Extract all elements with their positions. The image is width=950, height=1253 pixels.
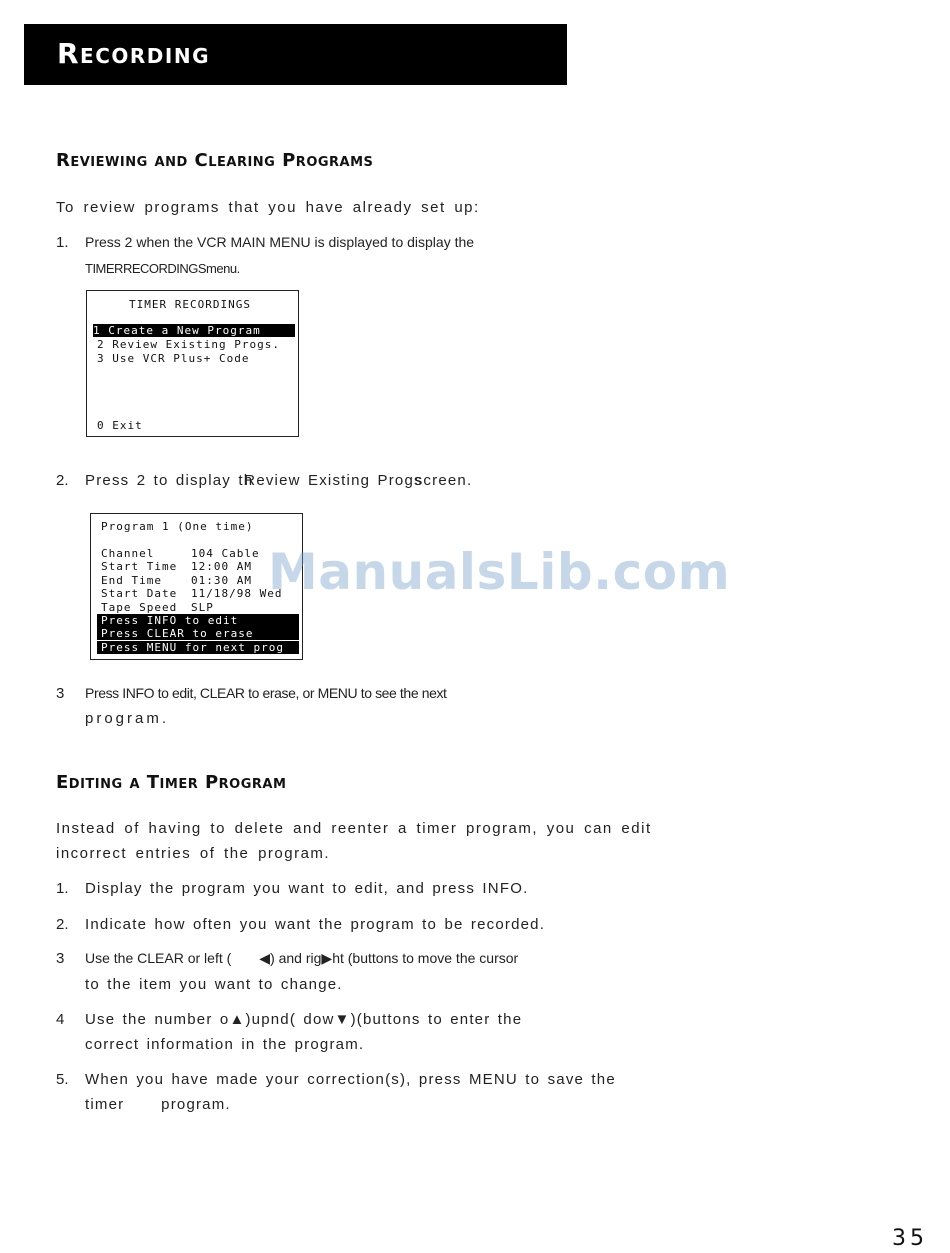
timer-recordings-screen — [86, 290, 299, 437]
chapter-banner — [24, 24, 567, 85]
edit-step-1: Display the program you want to edit, and press INFO. — [85, 880, 529, 897]
screen-title: TIMER RECORDINGS — [129, 298, 251, 311]
step-1-menu-name — [85, 256, 240, 281]
edit-step-4-text: Use the number o — [85, 1011, 230, 1028]
section2-intro-line1: Instead of having to delete and reenter a timer program, you can edit — [56, 820, 652, 837]
edit-step-3-text: Use the CLEAR or left ( — [85, 950, 232, 966]
screen-title: Program 1 (One time) — [101, 520, 254, 533]
step-number: 2. — [56, 916, 69, 933]
page-number: 35 — [892, 1226, 928, 1251]
right-arrow-icon: ▶ — [321, 950, 333, 966]
menu-item-create: 1 Create a New Program — [93, 324, 295, 337]
step-number: 5. — [56, 1071, 69, 1088]
row-label: Channel — [101, 547, 155, 560]
menu-name: TIMERRECORDINGSmenu. — [85, 261, 240, 276]
row-value: SLP — [191, 601, 214, 614]
row-value: 104 Cable — [191, 547, 260, 560]
edit-step-2: Indicate how often you want the program to be recorded. — [85, 916, 546, 933]
edit-step-4-end: )(buttons to enter the — [350, 1011, 523, 1028]
row-label: Start Date — [101, 587, 178, 600]
up-arrow-icon: ▲ — [229, 1011, 246, 1028]
section-heading-editing: Editing a Timer Program — [56, 772, 287, 793]
down-arrow-icon: ▼ — [334, 1011, 351, 1028]
row-value: 01:30 AM — [191, 574, 252, 587]
step-number: 4 — [56, 1011, 65, 1028]
edit-step-3-line1 — [85, 946, 518, 971]
prompt-next: Press MENU for next prog — [97, 641, 299, 654]
menu-item-exit: 0 Exit — [97, 419, 143, 432]
edit-step-4-line1 — [85, 1007, 522, 1032]
step-2-text — [85, 468, 472, 493]
step-2-text-before: Press 2 to display th — [85, 472, 254, 489]
screen-name: Review Existing Progs — [244, 472, 423, 489]
step-3-line1: Press INFO to edit, CLEAR to erase, or MENU to see the next — [85, 685, 447, 701]
edit-step-3-mid: ) and rig — [270, 950, 322, 966]
row-label: End Time — [101, 574, 162, 587]
row-value: 11/18/98 Wed — [191, 587, 283, 600]
prompt-edit: Press INFO to edit — [97, 614, 299, 627]
row-label: Start Time — [101, 560, 178, 573]
watermark: ManualsLib.com — [268, 543, 731, 601]
step-number: 1. — [56, 880, 69, 897]
prompt-erase: Press CLEAR to erase — [97, 627, 299, 640]
row-value: 12:00 AM — [191, 560, 252, 573]
edit-step-4-mid: )upnd( — [245, 1011, 297, 1028]
edit-step-4-line2: correct information in the program. — [85, 1036, 365, 1053]
section1-intro: To review programs that you have already set up: — [56, 199, 480, 216]
menu-item-vcr-plus: 3 Use VCR Plus+ Code — [97, 352, 250, 365]
edit-step-5-line2: timer program. — [85, 1096, 231, 1113]
edit-step-3-end: ht (buttons to move the cursor — [332, 950, 519, 966]
edit-step-5-line1: When you have made your correction(s), press MENU to save the — [85, 1071, 616, 1088]
step-1-text: Press 2 when the VCR MAIN MENU is displayed to display the — [85, 234, 475, 250]
step-3-line2: program. — [85, 710, 170, 727]
edit-step-3-line2: to the item you want to change. — [85, 976, 343, 993]
step-number: 1. — [56, 234, 69, 251]
menu-item-review: 2 Review Existing Progs. — [97, 338, 280, 351]
step-number: 3 — [56, 685, 65, 702]
step-number: 2. — [56, 472, 69, 489]
step-2-text-after: screen. — [414, 472, 473, 489]
section-heading-reviewing: Reviewing and Clearing Programs — [56, 150, 374, 171]
row-label: Tape Speed — [101, 601, 178, 614]
edit-step-4-mid2: dow — [296, 1011, 335, 1028]
left-arrow-icon: ◀ — [259, 950, 271, 966]
chapter-title: Recording — [57, 37, 210, 70]
step-number: 3 — [56, 950, 65, 967]
section2-intro-line2: incorrect entries of the program. — [56, 845, 331, 862]
